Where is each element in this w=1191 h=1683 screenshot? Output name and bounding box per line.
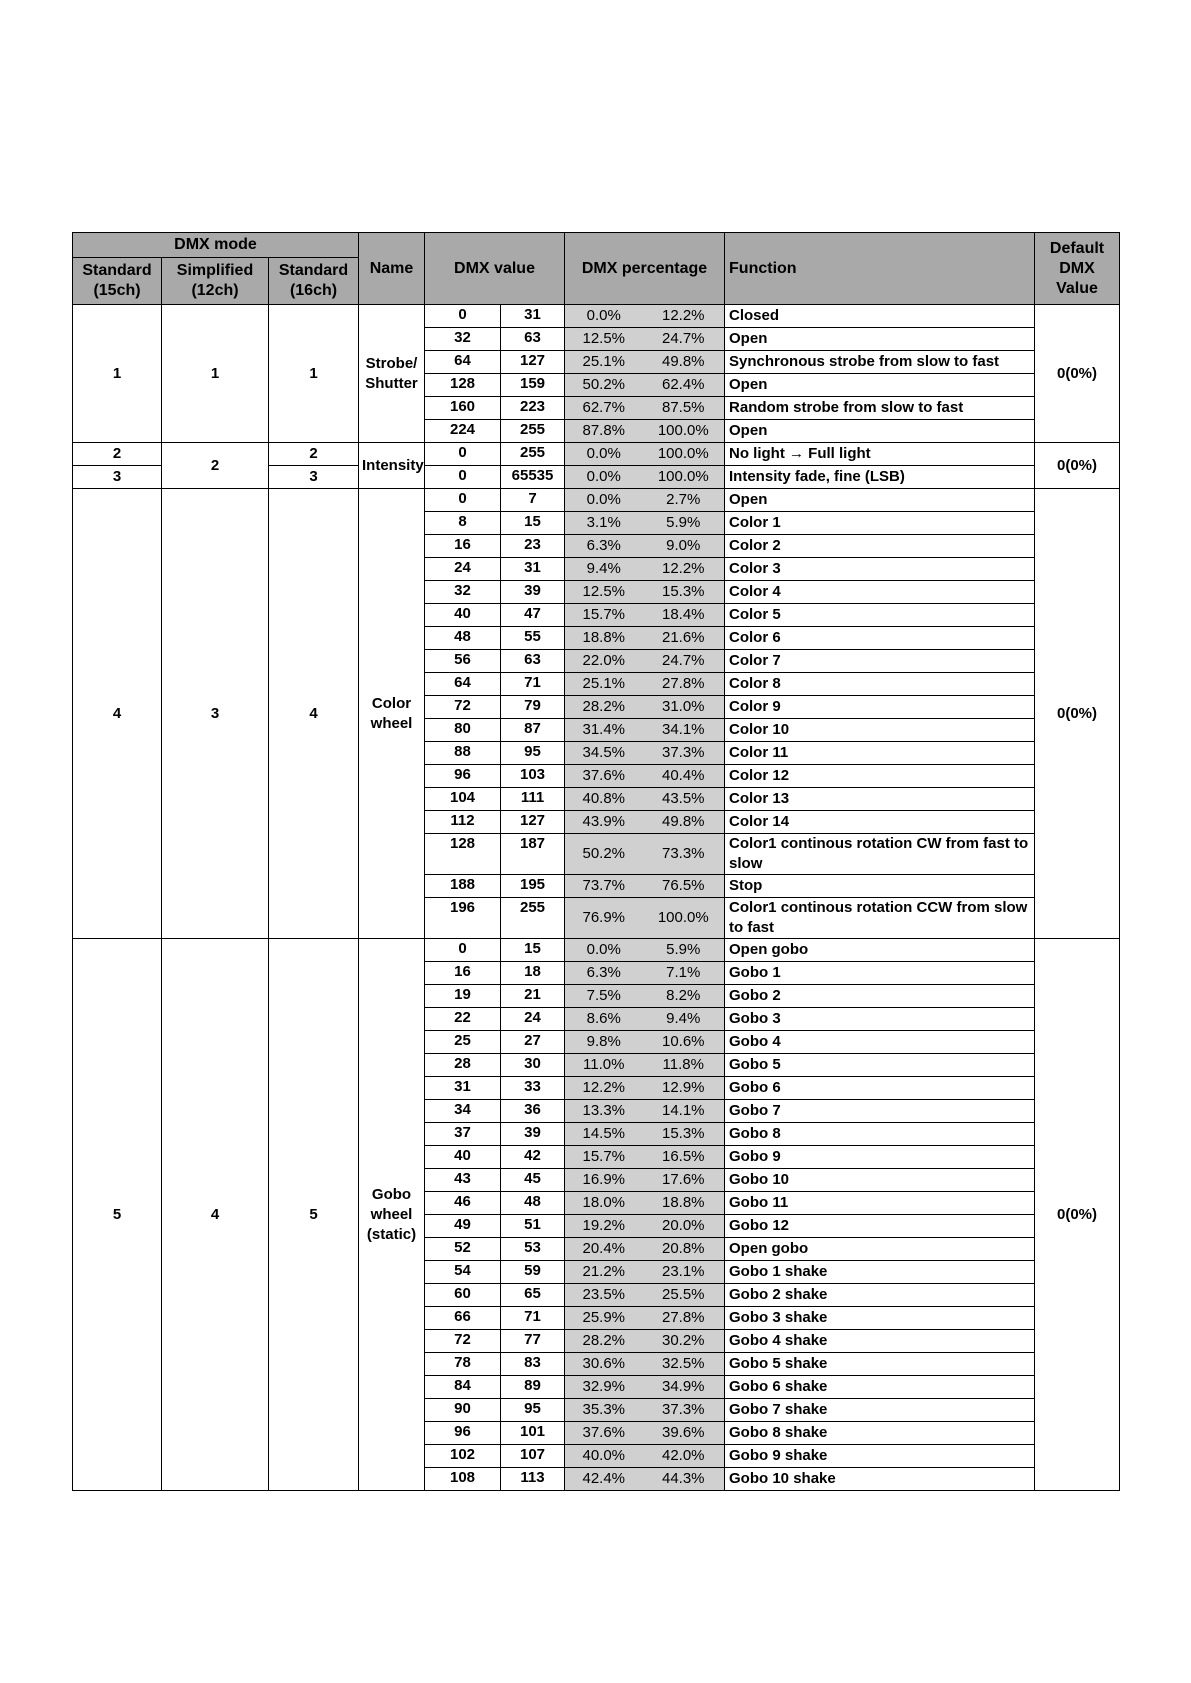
function-description: Color 3 [725, 558, 1035, 581]
simplified-12ch-channel: 4 [162, 939, 269, 1491]
dmx-value-from: 37 [425, 1123, 501, 1146]
dmx-value-to: 71 [501, 1307, 565, 1330]
simplified-12ch-channel: 3 [162, 489, 269, 939]
dmx-value-to: 127 [501, 351, 565, 374]
dmx-value-from: 56 [425, 650, 501, 673]
dmx-percentage-from: 37.6% [565, 1422, 643, 1445]
dmx-value-from: 188 [425, 875, 501, 898]
dmx-value-from: 32 [425, 328, 501, 351]
dmx-percentage-to: 20.0% [643, 1215, 725, 1238]
dmx-value-from: 224 [425, 420, 501, 443]
function-description: Color 8 [725, 673, 1035, 696]
dmx-percentage-from: 0.0% [565, 939, 643, 962]
function-description: Gobo 12 [725, 1215, 1035, 1238]
dmx-value-to: 195 [501, 875, 565, 898]
dmx-percentage-from: 20.4% [565, 1238, 643, 1261]
dmx-percentage-from: 35.3% [565, 1399, 643, 1422]
dmx-value-to: 79 [501, 696, 565, 719]
dmx-value-to: 111 [501, 788, 565, 811]
dmx-value-to: 223 [501, 397, 565, 420]
dmx-percentage-to: 49.8% [643, 351, 725, 374]
header-dmx-value: DMX value [425, 233, 565, 305]
dmx-value-to: 27 [501, 1031, 565, 1054]
dmx-value-from: 72 [425, 696, 501, 719]
dmx-percentage-to: 34.1% [643, 719, 725, 742]
dmx-percentage-from: 6.3% [565, 535, 643, 558]
dmx-value-from: 108 [425, 1468, 501, 1491]
dmx-percentage-to: 27.8% [643, 673, 725, 696]
default-dmx-value: 0(0%) [1035, 443, 1120, 489]
dmx-percentage-to: 8.2% [643, 985, 725, 1008]
dmx-percentage-from: 73.7% [565, 875, 643, 898]
dmx-value-from: 40 [425, 1146, 501, 1169]
dmx-percentage-to: 12.9% [643, 1077, 725, 1100]
function-description: Random strobe from slow to fast [725, 397, 1035, 420]
dmx-percentage-to: 73.3% [643, 834, 725, 875]
function-description: Gobo 7 shake [725, 1399, 1035, 1422]
dmx-percentage-from: 0.0% [565, 305, 643, 328]
dmx-percentage-to: 9.0% [643, 535, 725, 558]
function-description: Color 13 [725, 788, 1035, 811]
header-dmx-mode: DMX mode [73, 233, 359, 258]
dmx-value-from: 84 [425, 1376, 501, 1399]
function-description: Gobo 5 shake [725, 1353, 1035, 1376]
dmx-percentage-to: 23.1% [643, 1261, 725, 1284]
function-description: Open gobo [725, 939, 1035, 962]
function-description: Color 14 [725, 811, 1035, 834]
function-description: Gobo 3 [725, 1008, 1035, 1031]
dmx-value-from: 78 [425, 1353, 501, 1376]
dmx-value-from: 16 [425, 535, 501, 558]
dmx-value-from: 102 [425, 1445, 501, 1468]
function-description: Gobo 9 shake [725, 1445, 1035, 1468]
dmx-percentage-from: 14.5% [565, 1123, 643, 1146]
dmx-percentage-to: 42.0% [643, 1445, 725, 1468]
function-description: Open [725, 374, 1035, 397]
dmx-value-from: 196 [425, 898, 501, 939]
function-description: Color 7 [725, 650, 1035, 673]
standard-16ch-channel: 3 [269, 466, 359, 489]
dmx-value-to: 31 [501, 558, 565, 581]
function-description: Color 6 [725, 627, 1035, 650]
dmx-percentage-from: 32.9% [565, 1376, 643, 1399]
dmx-percentage-to: 100.0% [643, 443, 725, 466]
dmx-percentage-from: 62.7% [565, 397, 643, 420]
function-description: Gobo 4 shake [725, 1330, 1035, 1353]
dmx-percentage-from: 8.6% [565, 1008, 643, 1031]
function-description: Color 4 [725, 581, 1035, 604]
dmx-percentage-from: 25.1% [565, 351, 643, 374]
dmx-percentage-from: 15.7% [565, 1146, 643, 1169]
channel-name: Intensity [359, 443, 425, 489]
function-description: Synchronous strobe from slow to fast [725, 351, 1035, 374]
table-row [73, 489, 1120, 512]
dmx-value-to: 33 [501, 1077, 565, 1100]
dmx-percentage-from: 3.1% [565, 512, 643, 535]
dmx-percentage-from: 22.0% [565, 650, 643, 673]
dmx-percentage-from: 34.5% [565, 742, 643, 765]
dmx-value-to: 53 [501, 1238, 565, 1261]
function-description: Gobo 10 [725, 1169, 1035, 1192]
function-description: Open [725, 328, 1035, 351]
dmx-value-from: 43 [425, 1169, 501, 1192]
dmx-percentage-to: 37.3% [643, 1399, 725, 1422]
dmx-value-to: 45 [501, 1169, 565, 1192]
function-description: Gobo 7 [725, 1100, 1035, 1123]
dmx-value-from: 28 [425, 1054, 501, 1077]
dmx-percentage-from: 7.5% [565, 985, 643, 1008]
dmx-value-from: 90 [425, 1399, 501, 1422]
dmx-table-body [73, 305, 1120, 1491]
standard-15ch-channel: 2 [73, 443, 162, 466]
dmx-value-to: 101 [501, 1422, 565, 1445]
function-description: Gobo 5 [725, 1054, 1035, 1077]
dmx-percentage-from: 40.8% [565, 788, 643, 811]
function-description: Gobo 1 [725, 962, 1035, 985]
dmx-value-to: 255 [501, 898, 565, 939]
dmx-percentage-to: 12.2% [643, 305, 725, 328]
header-standard-15ch: Standard (15ch) [73, 258, 162, 305]
dmx-value-from: 66 [425, 1307, 501, 1330]
dmx-percentage-from: 25.1% [565, 673, 643, 696]
dmx-value-to: 51 [501, 1215, 565, 1238]
dmx-value-to: 103 [501, 765, 565, 788]
dmx-value-to: 15 [501, 512, 565, 535]
dmx-percentage-from: 0.0% [565, 466, 643, 489]
dmx-percentage-to: 30.2% [643, 1330, 725, 1353]
dmx-percentage-to: 15.3% [643, 581, 725, 604]
function-description: Color 9 [725, 696, 1035, 719]
function-description: Open [725, 420, 1035, 443]
dmx-value-from: 0 [425, 305, 501, 328]
dmx-percentage-to: 18.4% [643, 604, 725, 627]
dmx-value-from: 48 [425, 627, 501, 650]
dmx-value-to: 21 [501, 985, 565, 1008]
standard-15ch-channel: 4 [73, 489, 162, 939]
function-description: Color 1 [725, 512, 1035, 535]
dmx-value-to: 107 [501, 1445, 565, 1468]
default-dmx-value: 0(0%) [1035, 489, 1120, 939]
function-description: Closed [725, 305, 1035, 328]
dmx-value-from: 22 [425, 1008, 501, 1031]
function-description: Color1 continous rotation CCW from slow to fast [725, 898, 1035, 939]
dmx-percentage-from: 25.9% [565, 1307, 643, 1330]
channel-name: Color wheel [359, 489, 425, 939]
function-description: Gobo 8 shake [725, 1422, 1035, 1445]
header-function: Function [725, 233, 1035, 305]
standard-16ch-channel: 1 [269, 305, 359, 443]
dmx-value-from: 25 [425, 1031, 501, 1054]
dmx-percentage-from: 18.0% [565, 1192, 643, 1215]
dmx-value-from: 32 [425, 581, 501, 604]
dmx-percentage-to: 9.4% [643, 1008, 725, 1031]
function-description: Gobo 8 [725, 1123, 1035, 1146]
dmx-value-to: 48 [501, 1192, 565, 1215]
dmx-percentage-from: 19.2% [565, 1215, 643, 1238]
dmx-value-to: 65535 [501, 466, 565, 489]
dmx-percentage-from: 37.6% [565, 765, 643, 788]
dmx-percentage-to: 20.8% [643, 1238, 725, 1261]
dmx-percentage-to: 18.8% [643, 1192, 725, 1215]
standard-15ch-channel: 1 [73, 305, 162, 443]
dmx-value-to: 77 [501, 1330, 565, 1353]
dmx-percentage-to: 100.0% [643, 466, 725, 489]
simplified-12ch-channel: 2 [162, 443, 269, 489]
channel-name: Strobe/ Shutter [359, 305, 425, 443]
function-description: Gobo 3 shake [725, 1307, 1035, 1330]
dmx-percentage-from: 28.2% [565, 696, 643, 719]
dmx-value-from: 49 [425, 1215, 501, 1238]
dmx-value-to: 31 [501, 305, 565, 328]
dmx-value-to: 18 [501, 962, 565, 985]
dmx-value-from: 34 [425, 1100, 501, 1123]
function-description: Gobo 2 shake [725, 1284, 1035, 1307]
header-simplified-12ch: Simplified (12ch) [162, 258, 269, 305]
dmx-value-from: 19 [425, 985, 501, 1008]
dmx-value-from: 16 [425, 962, 501, 985]
dmx-value-from: 0 [425, 939, 501, 962]
dmx-value-to: 59 [501, 1261, 565, 1284]
function-description: Gobo 1 shake [725, 1261, 1035, 1284]
dmx-value-to: 24 [501, 1008, 565, 1031]
dmx-value-to: 47 [501, 604, 565, 627]
dmx-value-from: 128 [425, 834, 501, 875]
dmx-percentage-to: 43.5% [643, 788, 725, 811]
dmx-percentage-to: 40.4% [643, 765, 725, 788]
dmx-percentage-from: 6.3% [565, 962, 643, 985]
dmx-value-from: 54 [425, 1261, 501, 1284]
dmx-value-from: 96 [425, 765, 501, 788]
dmx-value-from: 52 [425, 1238, 501, 1261]
function-description: Gobo 9 [725, 1146, 1035, 1169]
dmx-percentage-from: 12.5% [565, 581, 643, 604]
dmx-percentage-from: 50.2% [565, 834, 643, 875]
dmx-percentage-from: 16.9% [565, 1169, 643, 1192]
dmx-percentage-to: 7.1% [643, 962, 725, 985]
function-description: Open [725, 489, 1035, 512]
header-standard-16ch: Standard (16ch) [269, 258, 359, 305]
dmx-percentage-to: 2.7% [643, 489, 725, 512]
function-description: Intensity fade, fine (LSB) [725, 466, 1035, 489]
function-description: Gobo 6 [725, 1077, 1035, 1100]
dmx-value-to: 71 [501, 673, 565, 696]
dmx-value-to: 15 [501, 939, 565, 962]
dmx-value-to: 89 [501, 1376, 565, 1399]
dmx-percentage-from: 42.4% [565, 1468, 643, 1491]
dmx-percentage-from: 13.3% [565, 1100, 643, 1123]
dmx-percentage-from: 30.6% [565, 1353, 643, 1376]
dmx-percentage-to: 14.1% [643, 1100, 725, 1123]
dmx-percentage-from: 31.4% [565, 719, 643, 742]
dmx-value-from: 46 [425, 1192, 501, 1215]
dmx-percentage-from: 87.8% [565, 420, 643, 443]
dmx-value-to: 39 [501, 1123, 565, 1146]
dmx-percentage-to: 37.3% [643, 742, 725, 765]
dmx-percentage-to: 24.7% [643, 328, 725, 351]
function-description: No light → Full light [725, 443, 1035, 466]
standard-15ch-channel: 5 [73, 939, 162, 1491]
function-description: Color1 continous rotation CW from fast to slow [725, 834, 1035, 875]
function-description: Color 5 [725, 604, 1035, 627]
dmx-value-from: 80 [425, 719, 501, 742]
dmx-value-to: 30 [501, 1054, 565, 1077]
dmx-value-from: 60 [425, 1284, 501, 1307]
dmx-percentage-to: 34.9% [643, 1376, 725, 1399]
table-row [73, 443, 1120, 466]
simplified-12ch-channel: 1 [162, 305, 269, 443]
table-row [73, 939, 1120, 962]
dmx-percentage-to: 100.0% [643, 420, 725, 443]
dmx-percentage-from: 76.9% [565, 898, 643, 939]
default-dmx-value: 0(0%) [1035, 305, 1120, 443]
dmx-percentage-to: 25.5% [643, 1284, 725, 1307]
dmx-value-to: 159 [501, 374, 565, 397]
dmx-percentage-from: 15.7% [565, 604, 643, 627]
dmx-percentage-to: 16.5% [643, 1146, 725, 1169]
function-description: Gobo 4 [725, 1031, 1035, 1054]
header-default-dmx-value: Default DMX Value [1035, 233, 1120, 305]
dmx-percentage-from: 11.0% [565, 1054, 643, 1077]
dmx-value-from: 0 [425, 466, 501, 489]
dmx-percentage-from: 21.2% [565, 1261, 643, 1284]
dmx-percentage-to: 76.5% [643, 875, 725, 898]
dmx-percentage-from: 28.2% [565, 1330, 643, 1353]
dmx-value-from: 0 [425, 489, 501, 512]
dmx-value-to: 95 [501, 742, 565, 765]
header-dmx-percentage: DMX percentage [565, 233, 725, 305]
dmx-percentage-from: 43.9% [565, 811, 643, 834]
dmx-percentage-to: 87.5% [643, 397, 725, 420]
function-description: Gobo 2 [725, 985, 1035, 1008]
function-description: Color 11 [725, 742, 1035, 765]
dmx-value-to: 63 [501, 650, 565, 673]
dmx-value-from: 160 [425, 397, 501, 420]
function-description: Gobo 11 [725, 1192, 1035, 1215]
dmx-percentage-to: 17.6% [643, 1169, 725, 1192]
dmx-percentage-to: 49.8% [643, 811, 725, 834]
function-description: Open gobo [725, 1238, 1035, 1261]
function-description: Gobo 10 shake [725, 1468, 1035, 1491]
dmx-percentage-to: 11.8% [643, 1054, 725, 1077]
dmx-value-from: 64 [425, 673, 501, 696]
dmx-value-from: 128 [425, 374, 501, 397]
dmx-percentage-from: 9.8% [565, 1031, 643, 1054]
dmx-percentage-from: 40.0% [565, 1445, 643, 1468]
dmx-percentage-from: 0.0% [565, 489, 643, 512]
dmx-value-to: 127 [501, 811, 565, 834]
table-row [73, 305, 1120, 328]
dmx-value-from: 104 [425, 788, 501, 811]
dmx-percentage-to: 62.4% [643, 374, 725, 397]
dmx-value-to: 83 [501, 1353, 565, 1376]
dmx-percentage-from: 12.2% [565, 1077, 643, 1100]
dmx-value-to: 36 [501, 1100, 565, 1123]
function-description: Color 12 [725, 765, 1035, 788]
dmx-percentage-to: 15.3% [643, 1123, 725, 1146]
dmx-value-to: 95 [501, 1399, 565, 1422]
standard-16ch-channel: 2 [269, 443, 359, 466]
dmx-percentage-from: 12.5% [565, 328, 643, 351]
dmx-value-to: 65 [501, 1284, 565, 1307]
dmx-percentage-to: 100.0% [643, 898, 725, 939]
dmx-value-from: 0 [425, 443, 501, 466]
dmx-percentage-to: 10.6% [643, 1031, 725, 1054]
dmx-value-to: 55 [501, 627, 565, 650]
dmx-percentage-from: 50.2% [565, 374, 643, 397]
dmx-value-to: 113 [501, 1468, 565, 1491]
dmx-value-to: 255 [501, 420, 565, 443]
dmx-value-to: 23 [501, 535, 565, 558]
dmx-value-from: 96 [425, 1422, 501, 1445]
function-description: Gobo 6 shake [725, 1376, 1035, 1399]
dmx-percentage-to: 21.6% [643, 627, 725, 650]
dmx-percentage-to: 32.5% [643, 1353, 725, 1376]
dmx-percentage-to: 44.3% [643, 1468, 725, 1491]
dmx-percentage-to: 39.6% [643, 1422, 725, 1445]
dmx-percentage-from: 23.5% [565, 1284, 643, 1307]
dmx-percentage-to: 12.2% [643, 558, 725, 581]
dmx-value-to: 87 [501, 719, 565, 742]
dmx-value-from: 88 [425, 742, 501, 765]
dmx-percentage-to: 24.7% [643, 650, 725, 673]
dmx-value-from: 64 [425, 351, 501, 374]
dmx-percentage-to: 5.9% [643, 939, 725, 962]
standard-16ch-channel: 4 [269, 489, 359, 939]
dmx-value-to: 7 [501, 489, 565, 512]
dmx-percentage-to: 5.9% [643, 512, 725, 535]
dmx-percentage-from: 9.4% [565, 558, 643, 581]
dmx-value-to: 39 [501, 581, 565, 604]
default-dmx-value: 0(0%) [1035, 939, 1120, 1491]
standard-15ch-channel: 3 [73, 466, 162, 489]
dmx-value-from: 40 [425, 604, 501, 627]
header-name: Name [359, 233, 425, 305]
dmx-value-to: 42 [501, 1146, 565, 1169]
dmx-value-to: 255 [501, 443, 565, 466]
function-description: Stop [725, 875, 1035, 898]
dmx-channel-table [72, 232, 1120, 1491]
channel-name: Gobo wheel (static) [359, 939, 425, 1491]
dmx-value-to: 187 [501, 834, 565, 875]
dmx-percentage-to: 27.8% [643, 1307, 725, 1330]
standard-16ch-channel: 5 [269, 939, 359, 1491]
dmx-value-to: 63 [501, 328, 565, 351]
dmx-value-from: 72 [425, 1330, 501, 1353]
dmx-percentage-to: 31.0% [643, 696, 725, 719]
function-description: Color 10 [725, 719, 1035, 742]
dmx-value-from: 31 [425, 1077, 501, 1100]
dmx-percentage-from: 0.0% [565, 443, 643, 466]
dmx-percentage-from: 18.8% [565, 627, 643, 650]
dmx-value-from: 112 [425, 811, 501, 834]
function-description: Color 2 [725, 535, 1035, 558]
dmx-value-from: 24 [425, 558, 501, 581]
dmx-value-from: 8 [425, 512, 501, 535]
